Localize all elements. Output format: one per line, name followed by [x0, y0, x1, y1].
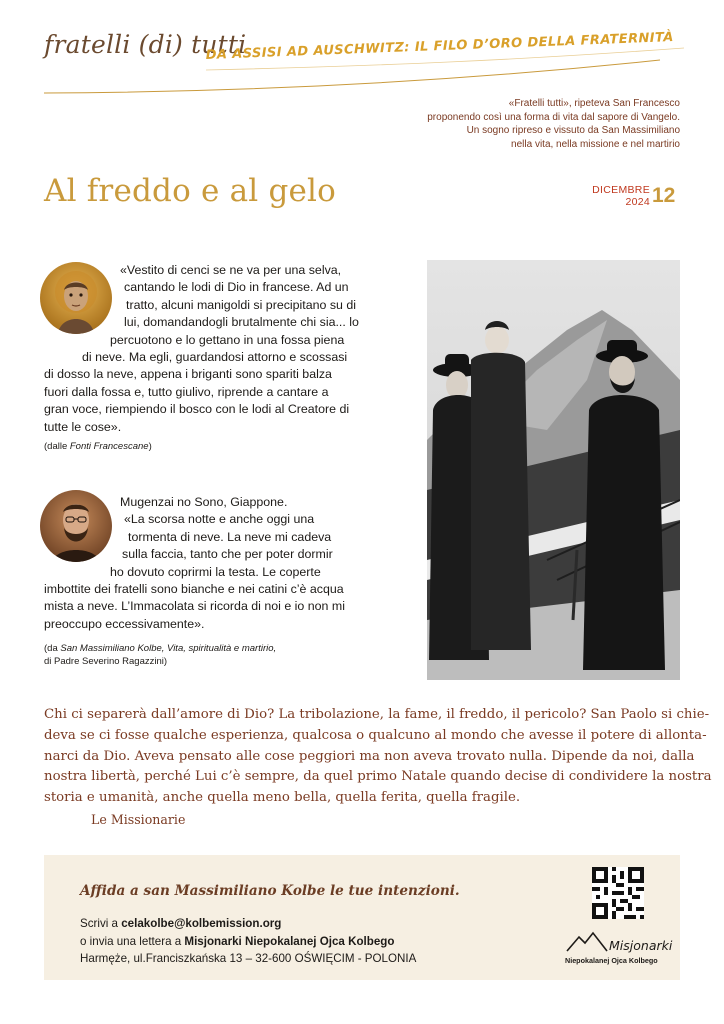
quote-line: percuotono e lo gettano in una fossa piena — [110, 332, 345, 347]
quote-line: tutte le cose». — [44, 419, 122, 434]
letter-prefix: o invia una lettera a — [80, 934, 185, 948]
quote-line: cantando le lodi di Dio in francese. Ad un — [124, 280, 349, 295]
source-prefix: (dalle — [44, 441, 70, 452]
quote-line: di neve. Ma egli, guardandosi attorno e scossasi — [82, 350, 348, 365]
write-prefix: Scrivi a — [80, 917, 122, 930]
reflection-line: storia e umanità, anche quella meno bella, quella ferita, quella fragile. — [44, 790, 521, 806]
signature: Le Missionarie — [91, 812, 186, 827]
logo-name: Misjonarki — [609, 938, 673, 953]
reflection-line: deva se ci fosse qualche esperienza, qualcosa o qualcuno al mondo che avesse il potere di allonta- — [44, 727, 707, 743]
quote-source-st-maximilian — [44, 642, 276, 668]
email-link[interactable]: celakolbe@kolbemission.org — [121, 917, 282, 930]
reflection-line: narci da Dio. Aveva pensato alle cose peggiori ma non aveva trovato nulla. Dipende da noi, dalla — [44, 748, 695, 764]
intro-line: nella vita, nella missione e nel martirio — [511, 138, 680, 150]
intro-text — [360, 97, 680, 151]
quote-line: «Vestito di cenci se ne va per una selva, — [120, 263, 342, 277]
quote-line: lui, domandandogli brutalmente chi sia... lo — [124, 315, 359, 330]
qr-code-icon[interactable] — [592, 867, 644, 919]
quote-line: «La scorsa notte e anche oggi una — [124, 512, 315, 527]
intro-line: «Fratelli tutti», ripeteva San Francesco — [508, 98, 680, 109]
quote-line: sulla faccia, tanto che per poter dormir — [122, 547, 333, 562]
quote-line: tratto, alcuni manigoldi si precipitano su di — [126, 297, 357, 312]
quote-line: preoccupo eccessivamente». — [44, 616, 205, 631]
quote-line: imbottite dei fratelli sono bianche e nei catini c’è acqua — [44, 582, 344, 597]
intro-line: Un sogno ripreso e vissuto da San Massimiliano — [466, 125, 680, 136]
three-friars-mountain-photo-icon — [427, 260, 680, 680]
quote-st-francis — [44, 262, 410, 436]
date-month-year — [586, 184, 650, 208]
quote-line: fuori dalla fossa e, tutto giulivo, riprende a cantare a — [44, 384, 329, 399]
quote-line: gran voce, riempiendo il bosco con le lodi al Creatore di — [44, 402, 350, 417]
footer-contact-box — [44, 855, 680, 980]
footer-title: Affida a san Massimiliano Kolbe le tue intenzioni. — [80, 883, 460, 899]
quote-line: Mugenzai no Sono, Giappone. — [120, 495, 288, 509]
source-prefix: (da — [44, 643, 61, 654]
source-line: di Padre Severino Ragazzini) — [44, 656, 168, 667]
reflection-line: nostra libertà, perché Lui c’è sempre, da quel primo Natale quando decise di condividere la nostra — [44, 769, 712, 785]
source-title: Fonti Francescane — [69, 441, 149, 452]
source-title: San Massimiliano Kolbe, Vita, spiritualità e martirio, — [60, 643, 277, 654]
footer-email-line — [80, 915, 416, 933]
quote-line: mista a neve. L’Immacolata si ricorda di noi e io non mi — [44, 599, 345, 614]
date-year: 2024 — [625, 196, 650, 208]
quote-source-st-francis — [44, 440, 152, 453]
page-title: Al freddo e al gelo — [44, 173, 337, 209]
quote-line: ho dovuto coprirmi la testa. Le coperte — [110, 564, 321, 579]
date-month: DICEMBRE — [592, 184, 650, 196]
footer-letter-line — [80, 933, 416, 951]
reflection-line: Chi ci separerà dall’amore di Dio? La tribolazione, la fame, il freddo, il pericolo? San Paolo si chie- — [44, 707, 710, 722]
quote-st-maximilian — [44, 494, 410, 633]
intro-line: proponendo così una forma di vita dal sapore di Vangelo. — [427, 111, 680, 123]
reflection-text — [44, 705, 712, 809]
quote-line: tormenta di neve. La neve mi cadeva — [128, 529, 332, 544]
source-suffix: ) — [148, 441, 152, 452]
org-full-name: Misjonarki Niepokalanej Ojca Kolbego — [184, 934, 395, 948]
quote-line: di dosso la neve, appena i briganti sono spariti balza — [44, 367, 332, 382]
footer-address: Harmęże, ul.Franciszkańska 13 – 32-600 OŚWIĘCIM - POLONIA — [80, 952, 417, 965]
logo-subtitle: Niepokalanej Ojca Kolbego — [565, 956, 658, 965]
date-day: 12 — [652, 184, 676, 207]
footer-contact-lines — [80, 915, 416, 968]
brand-logo-text: fratelli (di) tutti — [44, 30, 247, 59]
source-line — [44, 642, 276, 655]
mountain-logo-icon — [565, 931, 609, 953]
series-title: DA ASSISI AD AUSCHWITZ: IL FILO D’ORO DELLA FRATERNITÀ — [205, 30, 674, 63]
